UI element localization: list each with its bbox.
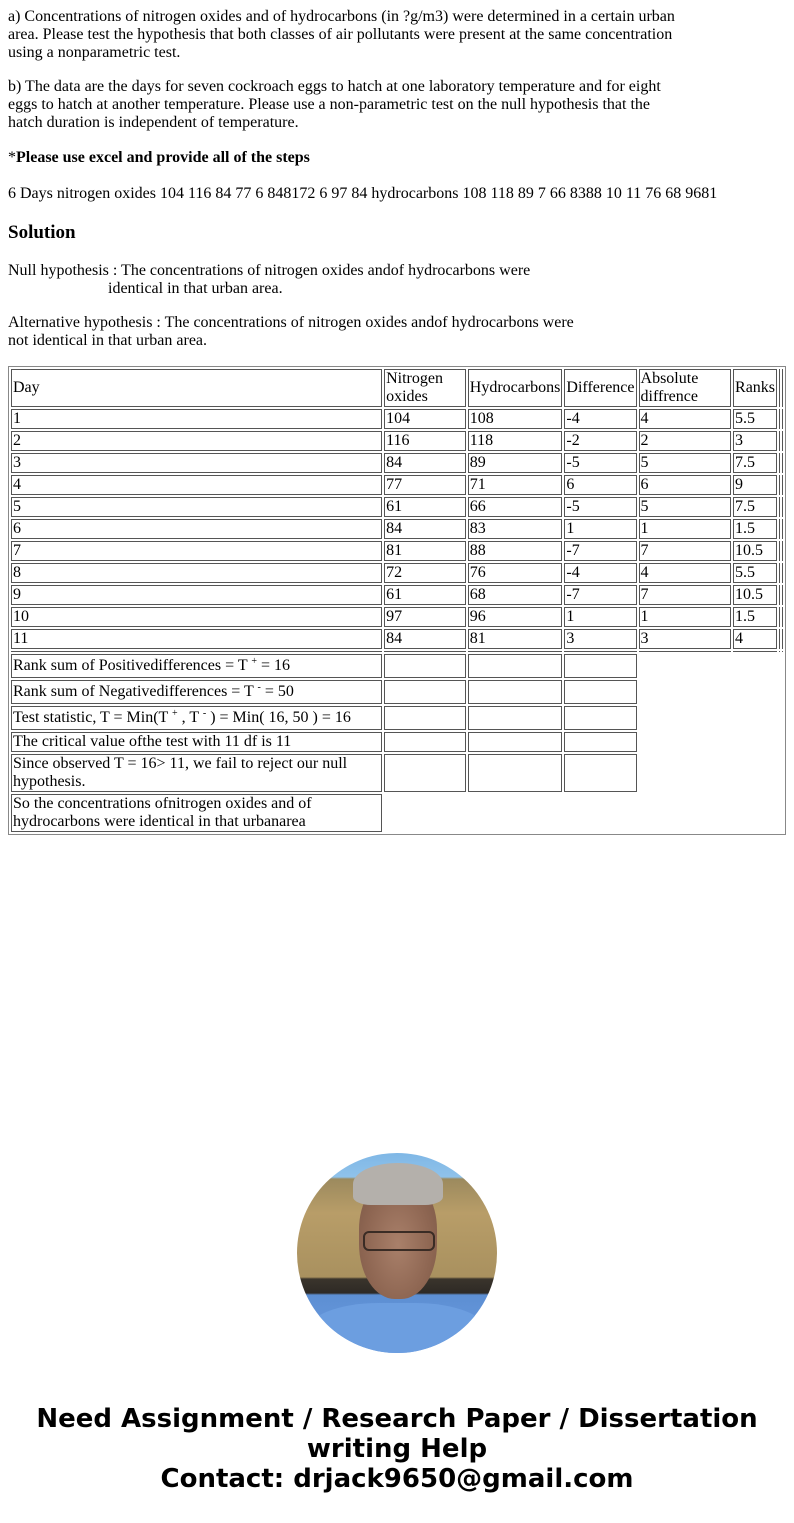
cell-day: 8 xyxy=(11,563,382,583)
cell-hydrocarbons: 76 xyxy=(468,563,563,583)
cell-difference: -4 xyxy=(564,563,636,583)
cell-day: 2 xyxy=(11,431,382,451)
cell-rank: 5.5 xyxy=(733,409,777,429)
cell-hydrocarbons: 88 xyxy=(468,541,563,561)
critical-value: The critical value ofthe test with 11 df is 11 xyxy=(11,732,382,752)
cell-hydrocarbons: 81 xyxy=(468,629,563,649)
cell-absolute-difference: 5 xyxy=(639,453,732,473)
cell-rank: 10.5 xyxy=(733,541,777,561)
table-row xyxy=(11,519,783,539)
null-hypothesis-line1: Null hypothesis : The concentrations of nitrogen oxides andof hydrocarbons were xyxy=(8,262,531,279)
test-statistic-text: Test statistic, T = Min(T xyxy=(13,709,173,726)
empty-space xyxy=(639,654,783,678)
empty-cell xyxy=(468,706,563,730)
alternative-hypothesis xyxy=(8,314,786,350)
cell-day: 10 xyxy=(11,607,382,627)
empty-cell xyxy=(564,754,636,792)
cell-hydrocarbons: 66 xyxy=(468,497,563,517)
cell-nitrogen-oxides: 84 xyxy=(384,453,466,473)
header-difference: Difference xyxy=(564,369,636,407)
table-separator-row xyxy=(11,651,783,652)
table-row xyxy=(11,541,783,561)
null-hypothesis-line2: identical in that urban area. xyxy=(108,280,283,297)
cell-difference: -7 xyxy=(564,541,636,561)
negative-rank-sum-text: Rank sum of Negativedifferences = T xyxy=(13,683,258,700)
negative-rank-sum xyxy=(11,680,382,704)
empty-edge-cell xyxy=(779,519,783,539)
cell-rank: 9 xyxy=(733,475,777,495)
empty-space xyxy=(384,794,783,832)
empty-edge-cell xyxy=(779,369,783,407)
empty-cell xyxy=(564,680,636,704)
cell-absolute-difference: 3 xyxy=(639,629,732,649)
avatar-shirt xyxy=(307,1303,487,1353)
table-row xyxy=(11,629,783,649)
test-statistic-mid: , T xyxy=(177,709,203,726)
empty-edge-cell xyxy=(779,629,783,649)
cell-day: 4 xyxy=(11,475,382,495)
instruction-note xyxy=(8,149,786,167)
avatar-hair xyxy=(353,1163,443,1205)
cell-nitrogen-oxides: 72 xyxy=(384,563,466,583)
cell-absolute-difference: 4 xyxy=(639,563,732,583)
cell-difference: -4 xyxy=(564,409,636,429)
separator-cell xyxy=(733,651,777,652)
empty-edge-cell xyxy=(779,607,783,627)
test-statistic xyxy=(11,706,382,730)
summary-row-decision xyxy=(11,754,783,792)
empty-cell xyxy=(384,680,466,704)
note-prefix: * xyxy=(8,149,16,166)
minus-superscript: - xyxy=(257,682,261,693)
avatar-glasses xyxy=(363,1231,435,1251)
question-part-b: b) The data are the days for seven cockroach eggs to hatch at one laboratory temperature and for eight eggs to hatch at another temperature. Please use a non-parametric test on the null hypothesis that the hatch duration is independent of temperature. xyxy=(8,78,661,131)
table-row xyxy=(11,431,783,451)
empty-edge-cell xyxy=(779,563,783,583)
empty-cell xyxy=(468,680,563,704)
empty-cell xyxy=(564,732,636,752)
table-row xyxy=(11,607,783,627)
cell-rank: 7.5 xyxy=(733,453,777,473)
summary-row-test-statistic xyxy=(11,706,783,730)
cell-nitrogen-oxides: 61 xyxy=(384,497,466,517)
cell-absolute-difference: 1 xyxy=(639,607,732,627)
empty-space xyxy=(639,754,783,792)
note-bold-text: Please use excel and provide all of the steps xyxy=(16,149,310,166)
empty-cell xyxy=(564,654,636,678)
cell-rank: 1.5 xyxy=(733,519,777,539)
cell-hydrocarbons: 108 xyxy=(468,409,563,429)
table-row xyxy=(11,453,783,473)
header-hydrocarbons: Hydrocarbons xyxy=(468,369,563,407)
decision: Since observed T = 16> 11, we fail to reject our null hypothesis. xyxy=(11,754,382,792)
summary-row-conclusion xyxy=(11,794,783,832)
negative-rank-sum-value: = 50 xyxy=(260,683,294,700)
header-absolute-difference: Absolute diffrence xyxy=(639,369,732,407)
cell-rank: 3 xyxy=(733,431,777,451)
plus-superscript: + xyxy=(172,708,178,719)
table-row xyxy=(11,563,783,583)
cell-hydrocarbons: 71 xyxy=(468,475,563,495)
empty-edge-cell xyxy=(779,585,783,605)
separator-cell xyxy=(384,651,466,652)
null-hypothesis xyxy=(8,262,786,298)
footer-contact-line[interactable]: Contact: drjack9650@gmail.com xyxy=(160,1464,634,1494)
table-header-row xyxy=(11,369,783,407)
separator-cell xyxy=(564,651,636,652)
empty-cell xyxy=(468,754,563,792)
cell-absolute-difference: 6 xyxy=(639,475,732,495)
cell-hydrocarbons: 118 xyxy=(468,431,563,451)
cell-difference: 1 xyxy=(564,607,636,627)
empty-cell xyxy=(384,754,466,792)
cell-hydrocarbons: 89 xyxy=(468,453,563,473)
empty-cell xyxy=(468,732,563,752)
cell-day: 9 xyxy=(11,585,382,605)
table-row xyxy=(11,409,783,429)
cell-difference: -5 xyxy=(564,453,636,473)
raw-data-line: 6 Days nitrogen oxides 104 116 84 77 6 848172 6 97 84 hydrocarbons 108 118 89 7 66 8388 10 11 76 68 9681 xyxy=(8,185,718,202)
conclusion: So the concentrations ofnitrogen oxides and of hydrocarbons were identical in that urbanarea xyxy=(11,794,382,832)
minus-superscript: - xyxy=(202,708,207,719)
table-row xyxy=(11,475,783,495)
cell-nitrogen-oxides: 81 xyxy=(384,541,466,561)
positive-rank-sum xyxy=(11,654,382,678)
empty-edge-cell xyxy=(779,541,783,561)
cell-rank: 7.5 xyxy=(733,497,777,517)
empty-edge-cell xyxy=(779,409,783,429)
cell-difference: 1 xyxy=(564,519,636,539)
wilcoxon-table xyxy=(8,366,786,835)
cell-day: 7 xyxy=(11,541,382,561)
cell-nitrogen-oxides: 116 xyxy=(384,431,466,451)
test-statistic-value: ) = Min( 16, 50 ) = 16 xyxy=(206,709,351,726)
header-day: Day xyxy=(11,369,382,407)
cell-difference: 3 xyxy=(564,629,636,649)
cell-day: 6 xyxy=(11,519,382,539)
plus-superscript: + xyxy=(251,656,257,667)
cell-day: 5 xyxy=(11,497,382,517)
cell-rank: 10.5 xyxy=(733,585,777,605)
empty-cell xyxy=(384,654,466,678)
cell-difference: 6 xyxy=(564,475,636,495)
solution-heading: Solution xyxy=(8,222,76,243)
cell-difference: -2 xyxy=(564,431,636,451)
footer-line-2: writing Help xyxy=(306,1434,488,1464)
alt-hypothesis-line1: Alternative hypothesis : The concentrations of nitrogen oxides andof hydrocarbons were xyxy=(8,314,574,331)
cell-day: 3 xyxy=(11,453,382,473)
cell-rank: 4 xyxy=(733,629,777,649)
cell-hydrocarbons: 68 xyxy=(468,585,563,605)
cell-day: 1 xyxy=(11,409,382,429)
empty-edge-cell xyxy=(779,475,783,495)
empty-space xyxy=(639,680,783,704)
separator-cell xyxy=(468,651,563,652)
empty-edge-cell xyxy=(779,497,783,517)
positive-rank-sum-value: = 16 xyxy=(256,657,290,674)
cell-absolute-difference: 7 xyxy=(639,541,732,561)
empty-cell xyxy=(384,732,466,752)
cell-absolute-difference: 4 xyxy=(639,409,732,429)
cell-nitrogen-oxides: 84 xyxy=(384,519,466,539)
cell-nitrogen-oxides: 97 xyxy=(384,607,466,627)
empty-cell xyxy=(468,654,563,678)
separator-cell xyxy=(639,651,732,652)
cell-nitrogen-oxides: 84 xyxy=(384,629,466,649)
author-avatar xyxy=(297,1153,497,1353)
cell-difference: -5 xyxy=(564,497,636,517)
header-nitrogen-oxides: Nitrogen oxides xyxy=(384,369,466,407)
separator-cell xyxy=(11,651,382,652)
positive-rank-sum-text: Rank sum of Positivedifferences = T xyxy=(13,657,252,674)
cell-rank: 5.5 xyxy=(733,563,777,583)
cell-absolute-difference: 7 xyxy=(639,585,732,605)
cell-difference: -7 xyxy=(564,585,636,605)
empty-cell xyxy=(564,706,636,730)
cell-absolute-difference: 1 xyxy=(639,519,732,539)
cell-nitrogen-oxides: 77 xyxy=(384,475,466,495)
contact-footer xyxy=(0,1404,794,1494)
cell-day: 11 xyxy=(11,629,382,649)
empty-edge-cell xyxy=(779,431,783,451)
footer-line-1: Need Assignment / Research Paper / Dissertation xyxy=(36,1404,758,1434)
empty-edge-cell xyxy=(779,453,783,473)
header-ranks: Ranks xyxy=(733,369,777,407)
cell-hydrocarbons: 83 xyxy=(468,519,563,539)
empty-space xyxy=(639,732,783,752)
cell-nitrogen-oxides: 61 xyxy=(384,585,466,605)
table-row xyxy=(11,585,783,605)
summary-row-negative xyxy=(11,680,783,704)
cell-nitrogen-oxides: 104 xyxy=(384,409,466,429)
separator-cell xyxy=(779,651,783,652)
empty-cell xyxy=(384,706,466,730)
summary-row-positive xyxy=(11,654,783,678)
alt-hypothesis-line2: not identical in that urban area. xyxy=(8,332,208,349)
table-row xyxy=(11,497,783,517)
cell-hydrocarbons: 96 xyxy=(468,607,563,627)
summary-row-critical xyxy=(11,732,783,752)
cell-absolute-difference: 5 xyxy=(639,497,732,517)
question-part-a: a) Concentrations of nitrogen oxides and of hydrocarbons (in ?g/m3) were determined in a certain urban area. Please test the hypothesis that both classes of air pollutants were present at the same concentration using a nonparametric test. xyxy=(8,8,675,61)
cell-absolute-difference: 2 xyxy=(639,431,732,451)
cell-rank: 1.5 xyxy=(733,607,777,627)
empty-space xyxy=(639,706,783,730)
